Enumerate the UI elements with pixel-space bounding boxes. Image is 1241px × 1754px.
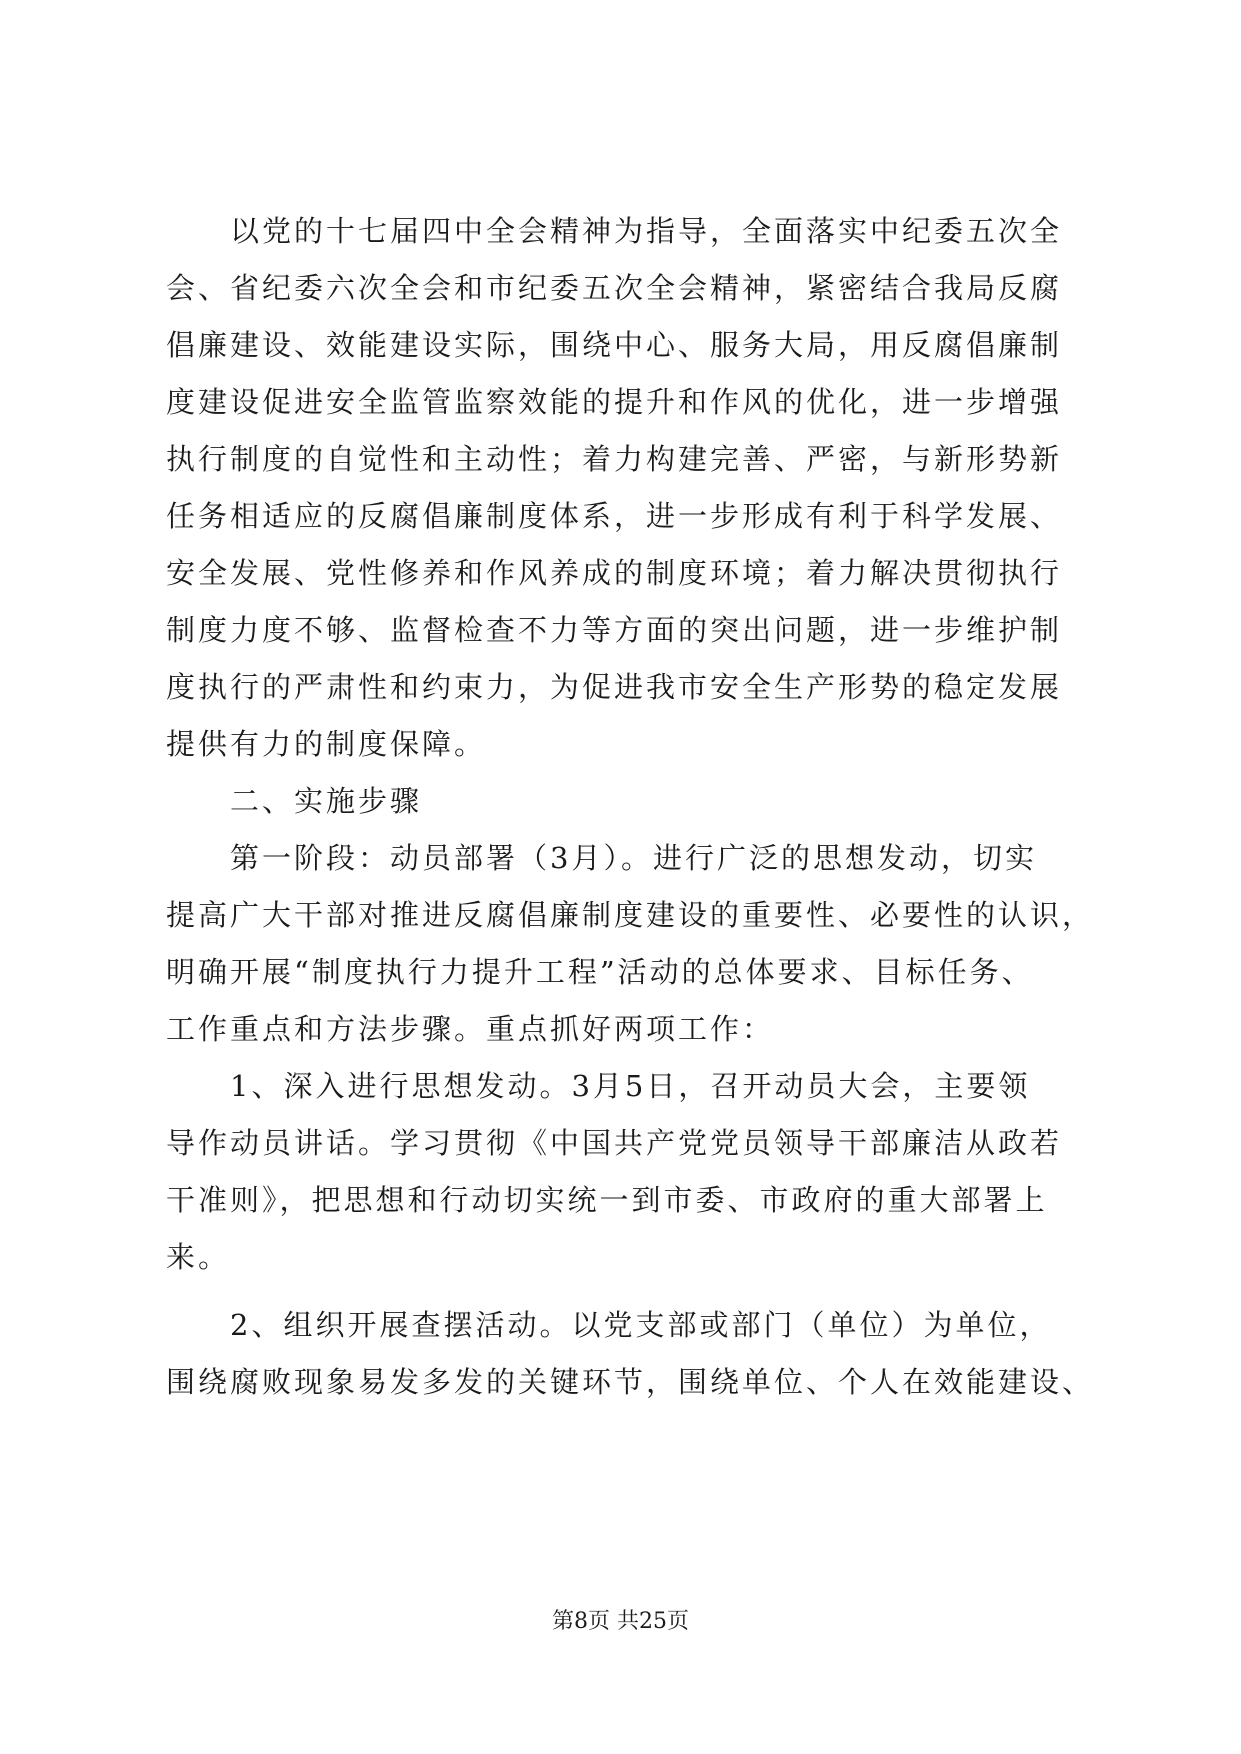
text-line: 工作重点和方法步骤。重点抓好两项工作： <box>166 1012 775 1046</box>
text-line: 提供有力的制度保障。 <box>166 727 487 761</box>
paragraph-4 <box>166 1297 1095 1411</box>
text-line: 任务相适应的反腐倡廉制度体系，进一步形成有利于科学发展、 <box>166 499 1063 533</box>
text-line: 度执行的严肃性和约束力，为促进我市安全生产形势的稳定发展 <box>166 670 1063 704</box>
page-number-footer: 第8页 共25页 <box>552 1609 689 1634</box>
section-heading: 二、实施步骤 <box>230 784 423 818</box>
paragraph-3 <box>166 1058 1086 1286</box>
text-line: 度建设促进安全监管监察效能的提升和作风的优化，进一步增强 <box>166 385 1063 419</box>
paragraph-spacer <box>166 1286 1086 1297</box>
text-line: 执行制度的自觉性和主动性；着力构建完善、严密，与新形势新 <box>166 442 1063 476</box>
document-body <box>166 203 1095 1411</box>
text-line: 制度力度不够、监督检查不力等方面的突出问题，进一步维护制 <box>166 613 1063 647</box>
text-line: 第一阶段：动员部署（3月）。进行广泛的思想发动，切实 <box>230 841 1037 875</box>
paragraph-1 <box>166 203 1086 773</box>
text-line: 围绕腐败现象易发多发的关键环节，围绕单位、个人在效能建设、 <box>166 1365 1095 1399</box>
text-line: 干准则》，把思想和行动切实统一到市委、市政府的重大部署上 <box>166 1183 1048 1217</box>
text-line: 2、组织开展查摆活动。以党支部或部门（单位）为单位， <box>230 1308 1052 1342</box>
text-line: 会、省纪委六次全会和市纪委五次全会精神，紧密结合我局反腐 <box>166 271 1063 305</box>
text-line: 1、深入进行思想发动。3月5日，召开动员大会，主要领 <box>230 1069 1031 1103</box>
text-line: 明确开展“制度执行力提升工程”活动的总体要求、目标任务、 <box>166 955 1034 989</box>
text-line: 导作动员讲话。学习贯彻《中国共产党党员领导干部廉洁从政若 <box>166 1126 1063 1160</box>
text-line: 以党的十七届四中全会精神为指导，全面落实中纪委五次全 <box>230 214 1063 248</box>
text-line: 安全发展、党性修养和作风养成的制度环境；着力解决贯彻执行 <box>166 556 1063 590</box>
text-line: 来。 <box>166 1240 231 1274</box>
paragraph-2 <box>166 830 1095 1058</box>
text-line: 提高广大干部对推进反腐倡廉制度建设的重要性、必要性的认识， <box>166 898 1095 932</box>
text-line: 倡廉建设、效能建设实际，围绕中心、服务大局，用反腐倡廉制 <box>166 328 1063 362</box>
